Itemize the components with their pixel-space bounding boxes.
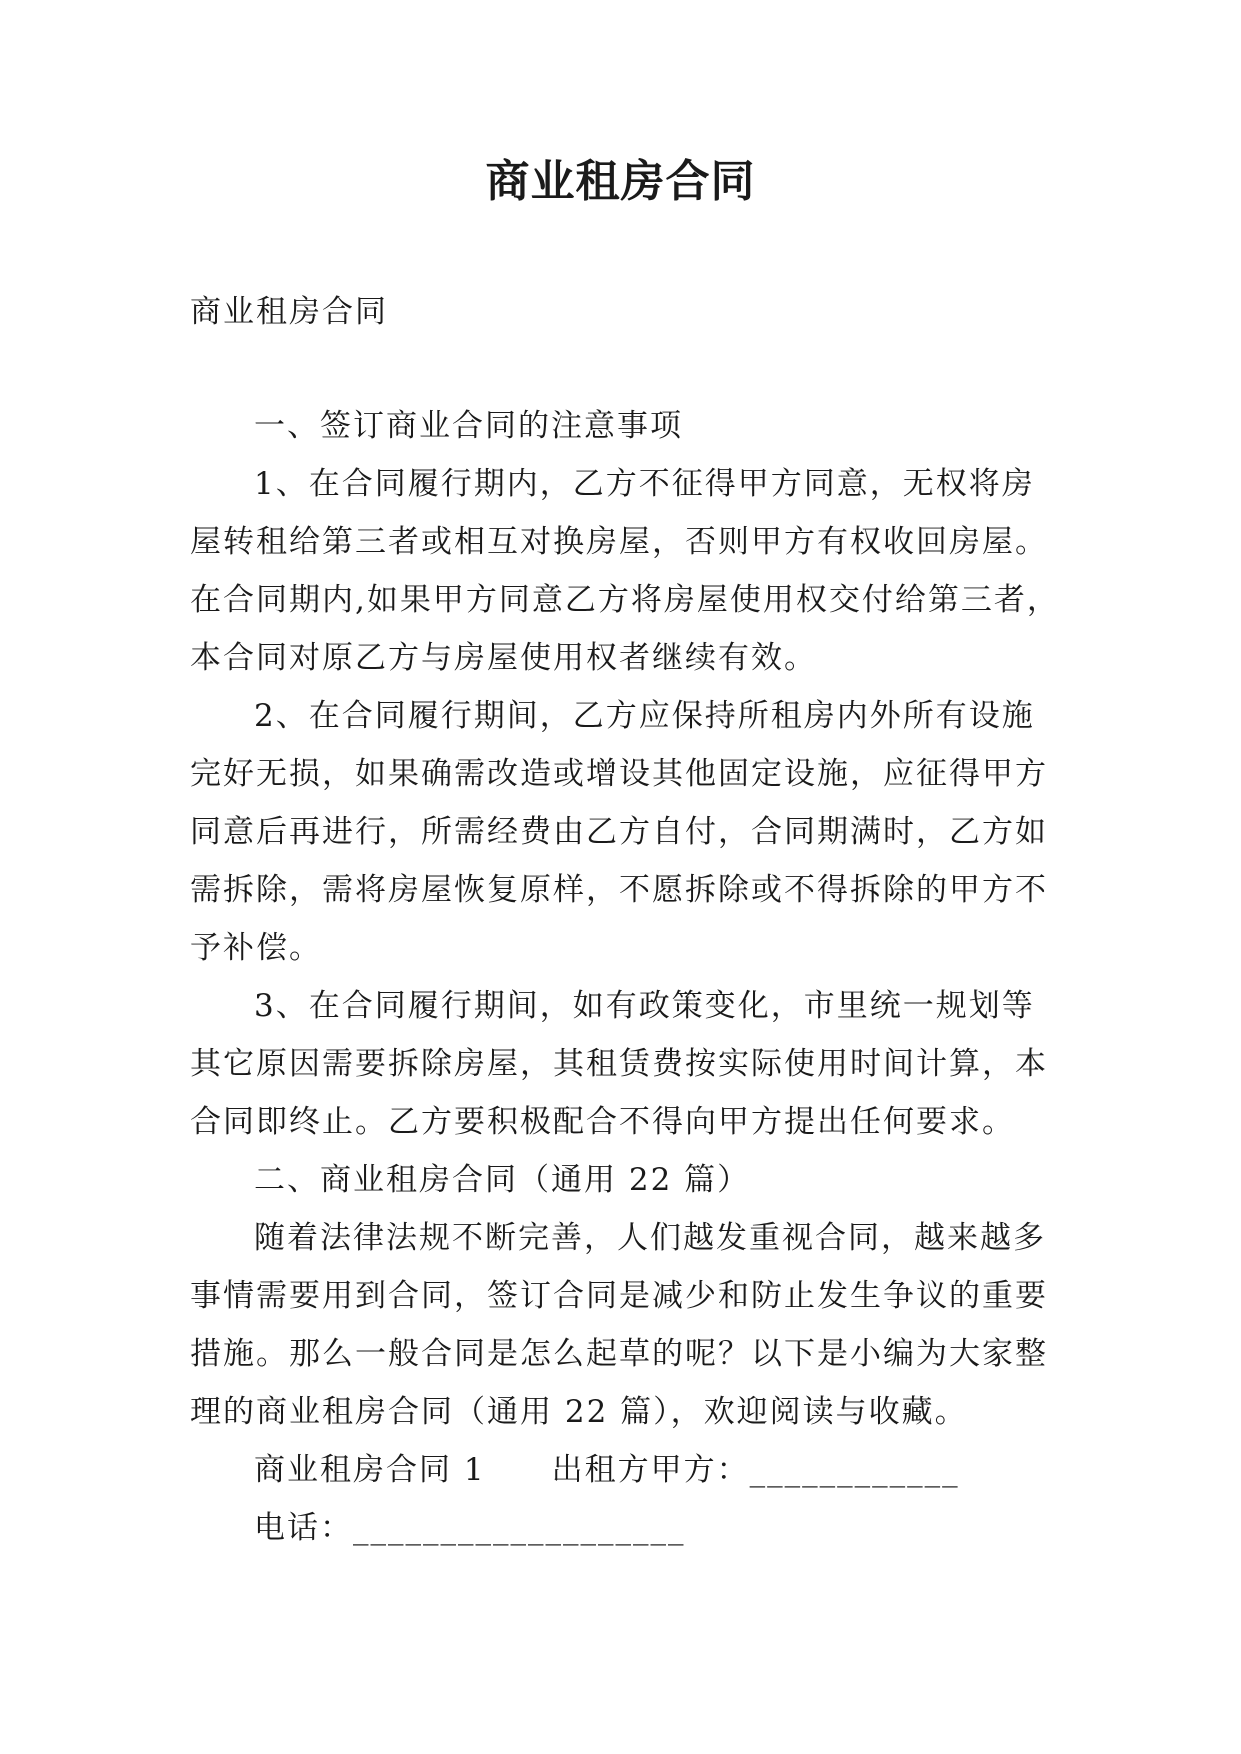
phone-field: 电话：___________________ — [254, 1510, 686, 1546]
contract-header-line — [254, 1448, 960, 1492]
contract-1-label: 商业租房合同 1 — [254, 1452, 486, 1488]
paragraph-line: 理的商业租房合同（通用 22 篇），欢迎阅读与收藏。 — [190, 1394, 968, 1430]
paragraph-line: 同意后再进行，所需经费由乙方自付，合同期满时，乙方如 — [190, 814, 1048, 850]
paragraph-line: 屋转租给第三者或相互对换房屋，否则甲方有权收回房屋。 — [190, 524, 1048, 560]
paragraph-line: 措施。那么一般合同是怎么起草的呢？以下是小编为大家整 — [190, 1336, 1048, 1372]
document-title: 商业租房合同 — [485, 156, 756, 207]
paragraph-line: 事情需要用到合同，签订合同是减少和防止发生争议的重要 — [190, 1278, 1048, 1314]
paragraph-line: 本合同对原乙方与房屋使用权者继续有效。 — [190, 640, 817, 676]
lessor-field: 出租方甲方：____________ — [551, 1452, 960, 1488]
section-heading-2: 二、商业租房合同（通用 22 篇） — [254, 1162, 751, 1198]
paragraph-line: 予补偿。 — [190, 930, 322, 966]
paragraph-line: 其它原因需要拆除房屋，其租赁费按实际使用时间计算，本 — [190, 1046, 1048, 1082]
document-subtitle: 商业租房合同 — [190, 294, 388, 330]
paragraph-line: 随着法律法规不断完善，人们越发重视合同，越来越多 — [254, 1220, 1046, 1256]
paragraph-line: 3、在合同履行期间，如有政策变化，市里统一规划等 — [254, 988, 1035, 1024]
paragraph-line: 合同即终止。乙方要积极配合不得向甲方提出任何要求。 — [190, 1104, 1015, 1140]
paragraph-line: 在合同期内,如果甲方同意乙方将房屋使用权交付给第三者， — [190, 582, 1060, 618]
paragraph-line: 需拆除，需将房屋恢复原样，不愿拆除或不得拆除的甲方不 — [190, 872, 1048, 908]
section-heading-1: 一、签订商业合同的注意事项 — [254, 408, 683, 444]
paragraph-line: 1、在合同履行期内，乙方不征得甲方同意，无权将房 — [254, 466, 1035, 502]
paragraph-line: 2、在合同履行期间，乙方应保持所租房内外所有设施 — [254, 698, 1035, 734]
paragraph-line: 完好无损，如果确需改造或增设其他固定设施，应征得甲方 — [190, 756, 1048, 792]
